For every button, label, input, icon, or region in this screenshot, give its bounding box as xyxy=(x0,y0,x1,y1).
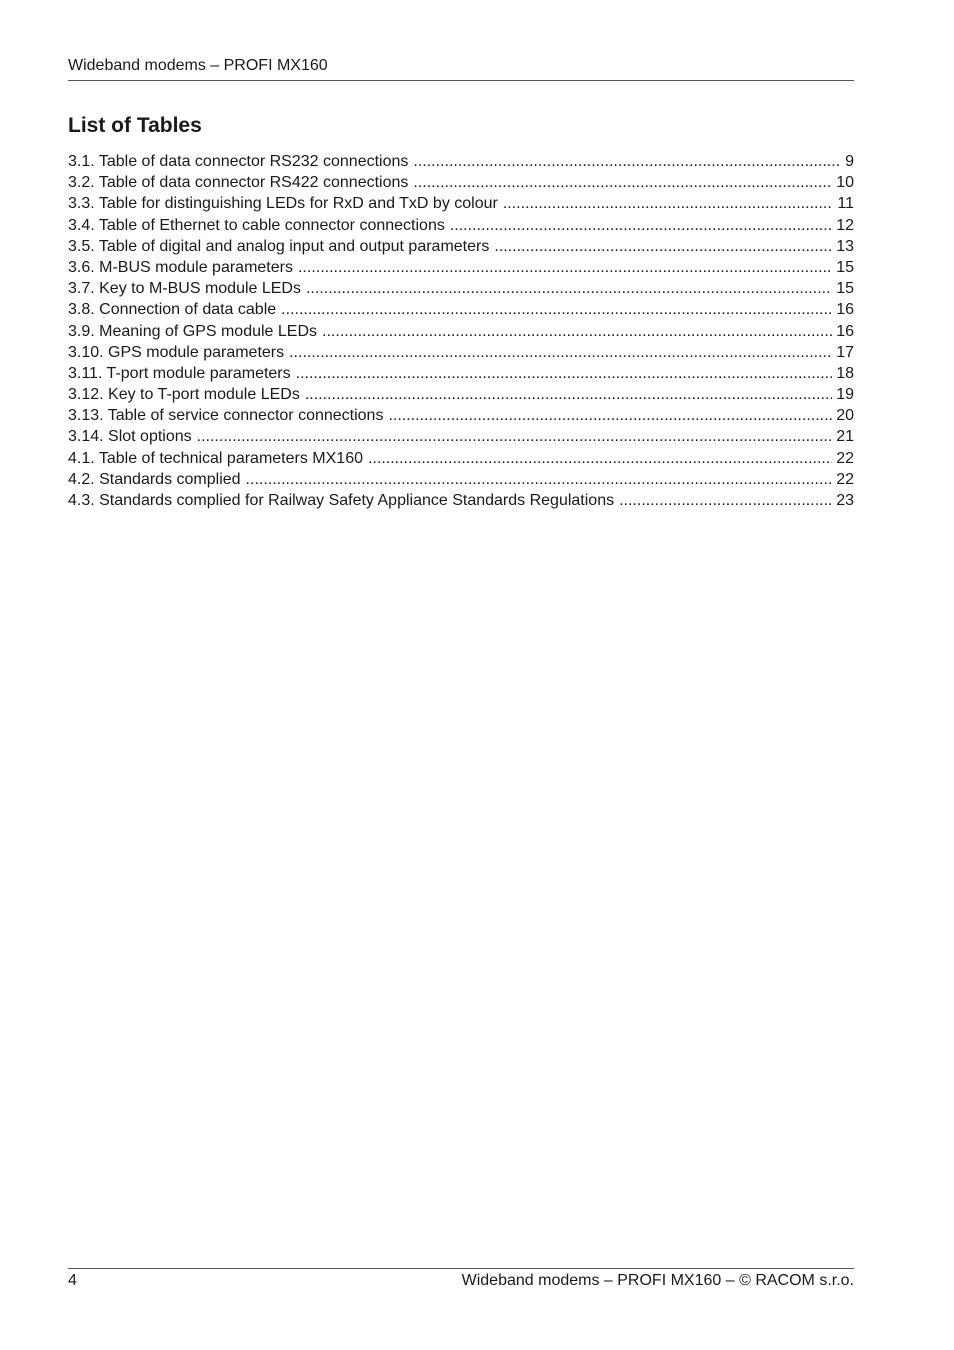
page-header xyxy=(68,56,854,81)
toc-entry-page-number[interactable]: 20 xyxy=(836,407,854,425)
toc-dot-leader xyxy=(281,299,832,320)
toc-dot-leader xyxy=(503,193,834,214)
toc-dot-leader xyxy=(246,469,833,490)
toc-entry-label[interactable]: 3.12. Key to T-port module LEDs xyxy=(68,386,300,404)
toc-dot-leader xyxy=(322,321,832,342)
toc-entry-page-number[interactable]: 21 xyxy=(836,428,854,446)
toc-entry[interactable] xyxy=(68,193,854,214)
toc-dot-leader xyxy=(450,215,832,236)
toc-entry-page-number[interactable]: 16 xyxy=(836,322,854,340)
toc-entry[interactable] xyxy=(68,257,854,278)
toc-entry-page-number[interactable]: 22 xyxy=(836,449,854,467)
page-title: List of Tables xyxy=(68,114,202,137)
page-footer xyxy=(68,1268,854,1291)
toc-entry-label[interactable]: 3.4. Table of Ethernet to cable connector connections xyxy=(68,216,445,234)
toc-entry-page-number[interactable]: 18 xyxy=(836,364,854,382)
toc-entry-page-number[interactable]: 16 xyxy=(836,301,854,319)
toc-entry-label[interactable]: 3.7. Key to M-BUS module LEDs xyxy=(68,280,301,298)
running-title: Wideband modems – PROFI MX160 xyxy=(68,57,328,74)
toc-entry-label[interactable]: 4.2. Standards complied xyxy=(68,470,241,488)
toc-dot-leader xyxy=(388,405,832,426)
footer-page-number: 4 xyxy=(68,1272,77,1289)
toc-entry[interactable] xyxy=(68,363,854,384)
toc-entry-page-number[interactable]: 17 xyxy=(836,343,854,361)
toc-entry-label[interactable]: 3.1. Table of data connector RS232 connections xyxy=(68,153,409,170)
toc-entry[interactable] xyxy=(68,342,854,363)
toc-entry-label[interactable]: 4.1. Table of technical parameters MX160 xyxy=(68,449,363,467)
toc-dot-leader xyxy=(306,278,832,299)
toc-entry-label[interactable]: 3.3. Table for distinguishing LEDs for RxD and TxD by colour xyxy=(68,195,498,213)
toc-entry-page-number[interactable]: 19 xyxy=(836,386,854,404)
toc-entry-label[interactable]: 3.11. T-port module parameters xyxy=(68,364,291,382)
list-of-tables xyxy=(68,151,854,511)
toc-dot-leader xyxy=(413,151,841,172)
toc-dot-leader xyxy=(494,236,832,257)
toc-dot-leader xyxy=(413,172,832,193)
toc-entry[interactable] xyxy=(68,426,854,447)
toc-entry-label[interactable]: 3.10. GPS module parameters xyxy=(68,343,285,361)
toc-entry[interactable] xyxy=(68,215,854,236)
toc-dot-leader xyxy=(289,342,832,363)
toc-entry-page-number[interactable]: 11 xyxy=(837,195,854,213)
toc-entry-label[interactable]: 3.13. Table of service connector connections xyxy=(68,407,384,425)
toc-entry-label[interactable]: 3.2. Table of data connector RS422 connections xyxy=(68,174,409,192)
toc-entry[interactable] xyxy=(68,278,854,299)
toc-entry-label[interactable]: 3.9. Meaning of GPS module LEDs xyxy=(68,322,318,340)
toc-entry[interactable] xyxy=(68,299,854,320)
toc-dot-leader xyxy=(305,384,832,405)
toc-entry-label[interactable]: 3.6. M-BUS module parameters xyxy=(68,258,293,276)
toc-entry-page-number[interactable]: 12 xyxy=(836,216,854,234)
toc-entry[interactable] xyxy=(68,172,854,193)
toc-entry-page-number[interactable]: 15 xyxy=(836,258,854,276)
toc-dot-leader xyxy=(368,448,832,469)
toc-entry-page-number[interactable]: 15 xyxy=(836,280,854,298)
toc-dot-leader xyxy=(619,490,832,511)
toc-dot-leader xyxy=(296,363,833,384)
toc-entry[interactable] xyxy=(68,321,854,342)
toc-entry-page-number[interactable]: 13 xyxy=(836,237,854,255)
toc-entry[interactable] xyxy=(68,384,854,405)
toc-entry[interactable] xyxy=(68,151,854,172)
toc-entry-page-number[interactable]: 9 xyxy=(845,153,854,170)
toc-dot-leader xyxy=(298,257,832,278)
toc-entry-label[interactable]: 4.3. Standards complied for Railway Safety Appliance Standards Regulations xyxy=(68,492,615,509)
toc-dot-leader xyxy=(197,426,833,447)
toc-entry-label[interactable]: 3.5. Table of digital and analog input and output parameters xyxy=(68,237,490,255)
toc-entry[interactable] xyxy=(68,469,854,490)
toc-entry[interactable] xyxy=(68,490,854,511)
toc-entry-page-number[interactable]: 23 xyxy=(836,492,854,509)
toc-entry-label[interactable]: 3.14. Slot options xyxy=(68,428,192,446)
toc-entry[interactable] xyxy=(68,236,854,257)
toc-entry-page-number[interactable]: 10 xyxy=(836,174,854,192)
toc-entry-label[interactable]: 3.8. Connection of data cable xyxy=(68,301,277,319)
footer-text: Wideband modems – PROFI MX160 – © RACOM s.r.o. xyxy=(461,1272,854,1289)
toc-entry-page-number[interactable]: 22 xyxy=(836,470,854,488)
toc-entry[interactable] xyxy=(68,448,854,469)
toc-entry[interactable] xyxy=(68,405,854,426)
